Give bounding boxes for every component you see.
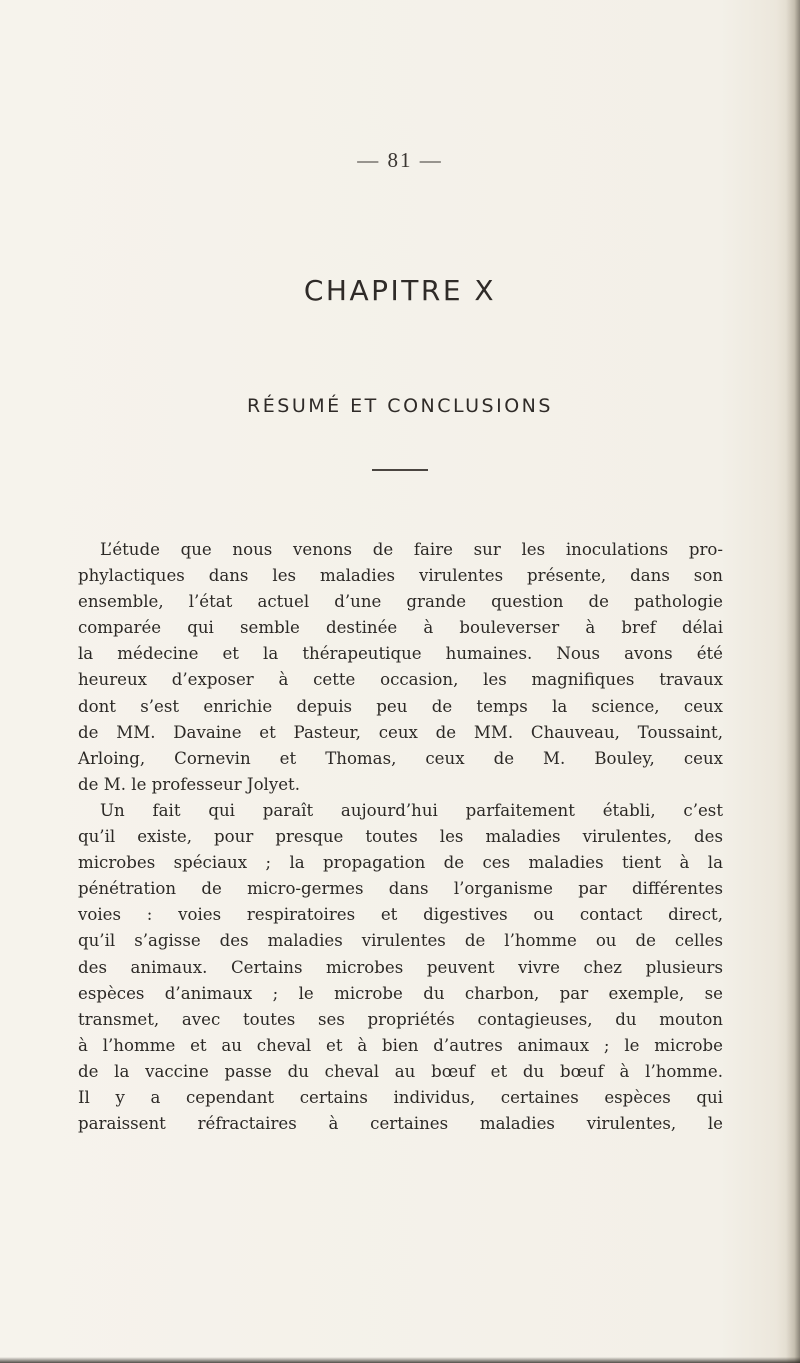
text-line: voies : voies respiratoires et digestives ou contact direct, — [78, 905, 723, 925]
text-line: transmet, avec toutes ses propriétés contagieuses, du mouton — [78, 1009, 723, 1029]
text-line: comparée qui semble destinée à bouleverser à bref délai — [78, 618, 723, 638]
text-line: ensemble, l’état actuel d’une grande question de pathologie — [78, 592, 723, 612]
body-text — [78, 537, 723, 1137]
text-line: de M. le professeur Jolyet. — [78, 774, 300, 794]
text-line: phylactiques dans les maladies virulentes présente, dans son — [78, 566, 723, 586]
text-line: Il y a cependant certains individus, certaines espèces qui — [78, 1087, 723, 1107]
text-line: à l’homme et au cheval et à bien d’autres animaux ; le microbe — [78, 1035, 723, 1055]
section-title: RÉSUMÉ ET CONCLUSIONS — [247, 395, 553, 417]
text-line: heureux d’exposer à cette occasion, les magnifiques travaux — [78, 670, 723, 690]
chapter-title: CHAPITRE X — [303, 274, 497, 307]
text-line: qu’il s’agisse des maladies virulentes de l’homme ou de celles — [78, 931, 723, 951]
text-line: microbes spéciaux ; la propagation de ces maladies tient à la — [78, 853, 723, 873]
page-number: — 81 — — [357, 148, 443, 172]
text-line: L’étude que nous venons de faire sur les inoculations pro- — [100, 540, 723, 559]
text-line: la médecine et la thérapeutique humaines. Nous avons été — [78, 644, 723, 664]
page-edge-shadow — [786, 0, 800, 1363]
text-line: Arloing, Cornevin et Thomas, ceux de M. Bouley, ceux — [78, 748, 723, 768]
divider-rule — [372, 469, 428, 471]
text-line: des animaux. Certains microbes peuvent vivre chez plusieurs — [78, 957, 723, 977]
text-line: Un fait qui paraît aujourd’hui parfaitement établi, c’est — [100, 800, 723, 820]
text-line: de MM. Davaine et Pasteur, ceux de MM. Chauveau, Toussaint, — [78, 722, 723, 742]
text-line: espèces d’animaux ; le microbe du charbon, par exemple, se — [78, 983, 723, 1003]
text-line: de la vaccine passe du cheval au bœuf et du bœuf à l’homme. — [78, 1061, 723, 1081]
text-line: qu’il existe, pour presque toutes les maladies virulentes, des — [78, 827, 723, 847]
text-line: pénétration de micro-germes dans l’organisme par différentes — [78, 879, 723, 899]
page-bottom-edge — [0, 1357, 800, 1363]
text-line: paraissent réfractaires à certaines maladies virulentes, le — [78, 1114, 723, 1134]
text-line: dont s’est enrichie depuis peu de temps la science, ceux — [78, 696, 723, 716]
